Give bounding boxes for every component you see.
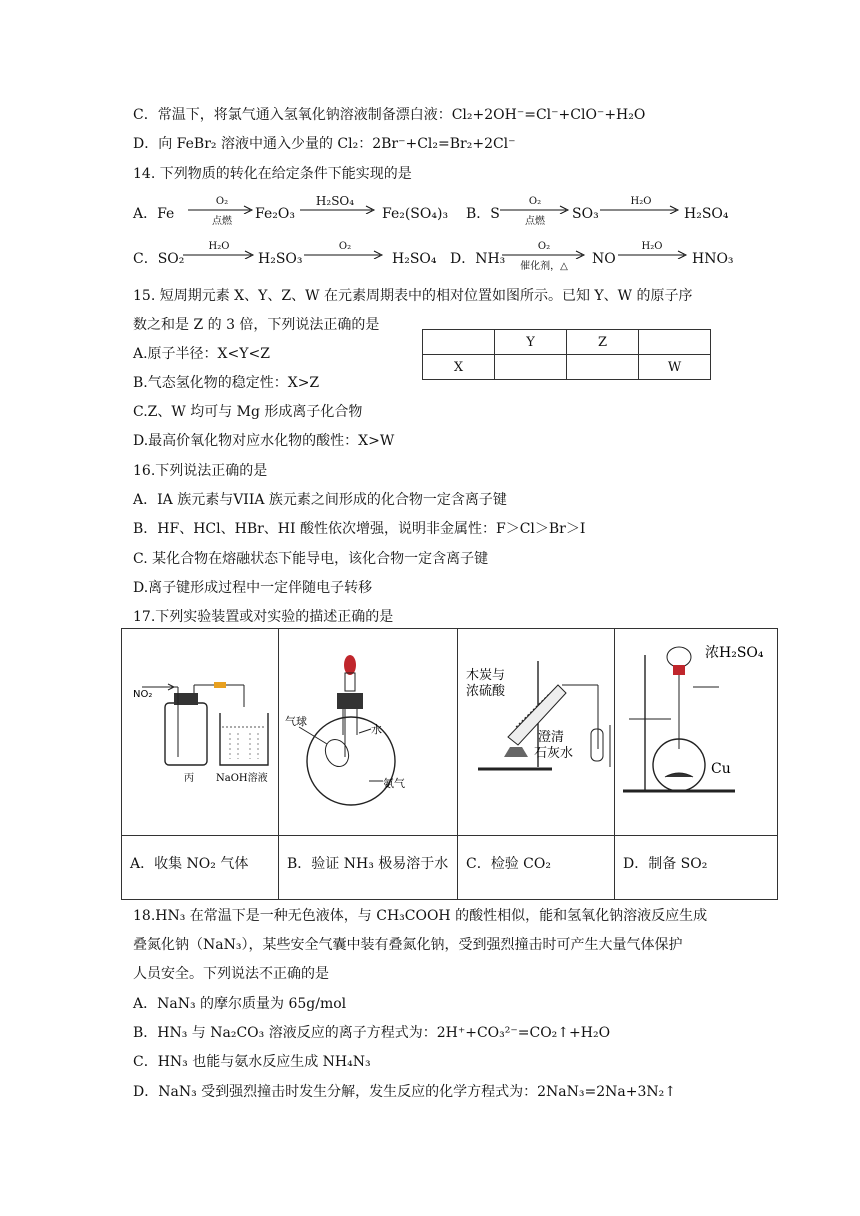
q14a-cond2: H₂SO₄ bbox=[315, 194, 355, 208]
pt-cell bbox=[423, 330, 495, 355]
conc-h2so4-label: 浓H₂SO₄ bbox=[705, 645, 764, 661]
q14d-mid: NO bbox=[592, 251, 616, 267]
q14b-end: H₂SO₄ bbox=[684, 206, 729, 222]
gas-washing-bottles-figure bbox=[122, 629, 278, 835]
q14a-under1: 点燃 bbox=[212, 216, 232, 227]
pt-cell-x: X bbox=[423, 355, 495, 380]
arrow-icon bbox=[304, 249, 384, 259]
periodic-table-fragment bbox=[422, 329, 711, 380]
q14d-cond1: O₂ bbox=[537, 241, 551, 252]
q14c-cond1: H₂O bbox=[208, 241, 230, 252]
water-label: 水 bbox=[371, 723, 382, 736]
caption-a: A．收集 NO₂ 气体 bbox=[130, 856, 249, 872]
cu-label: Cu bbox=[711, 761, 731, 777]
q14b-cond1: O₂ bbox=[528, 196, 542, 207]
q18-stem-1: 18.HN₃ 在常温下是一种无色液体，与 CH₃COOH 的酸性相似，能和氢氧化钠溶液反应生成 bbox=[133, 908, 708, 924]
arrow-icon bbox=[618, 249, 688, 259]
q16-option-d: D.离子键形成过程中一定伴随电子转移 bbox=[133, 580, 373, 596]
q14d-cond2: H₂O bbox=[641, 241, 663, 252]
q18-option-d: D．NaN₃ 受到强烈撞击时发生分解，发生反应的化学方程式为：2NaN₃=2Na+3N₂↑ bbox=[133, 1084, 676, 1100]
q16-option-b: B．HF、HCl、HBr、HI 酸性依次增强，说明非金属性：F＞Cl＞Br＞I bbox=[133, 521, 586, 537]
q15-option-b: B.气态氢化物的稳定性：X>Z bbox=[133, 375, 320, 391]
arrow-icon bbox=[183, 249, 255, 259]
apparatus-table bbox=[121, 628, 778, 900]
ammonia-label: 氨气 bbox=[383, 777, 405, 790]
pt-cell bbox=[495, 355, 567, 380]
acid-label: 浓硫酸 bbox=[466, 684, 506, 699]
charcoal-label: 木炭与 bbox=[466, 668, 506, 683]
q15-stem-2: 数之和是 Z 的 3 倍，下列说法正确的是 bbox=[133, 317, 380, 333]
q13-option-c: C．常温下，将氯气通入氢氧化钠溶液制备漂白液：Cl₂+2OH⁻=Cl⁻+ClO⁻+H₂O bbox=[133, 107, 646, 123]
pt-cell bbox=[567, 355, 639, 380]
q18-option-c: C．HN₃ 也能与氨水反应生成 NH₄N₃ bbox=[133, 1054, 371, 1070]
arrow-icon bbox=[600, 204, 680, 214]
q16-stem: 16.下列说法正确的是 bbox=[133, 463, 268, 479]
q16-option-a: A．IA 族元素与VIIA 族元素之间形成的化合物一定含离子键 bbox=[133, 492, 507, 508]
pt-cell bbox=[639, 330, 711, 355]
q14b-mid: SO₃ bbox=[572, 206, 599, 222]
caption-b: B．验证 NH₃ 极易溶于水 bbox=[287, 856, 449, 872]
q14c-end: H₂SO₄ bbox=[392, 251, 437, 267]
q16-option-c: C. 某化合物在熔融状态下能导电，该化合物一定含离子键 bbox=[133, 551, 489, 567]
arrow-icon bbox=[300, 204, 376, 214]
pt-cell-y: Y bbox=[495, 330, 567, 355]
caption-c: C．检验 CO₂ bbox=[466, 856, 551, 872]
q15-option-c: C.Z、W 均可与 Mg 形成离子化合物 bbox=[133, 404, 363, 420]
q14d-end: HNO₃ bbox=[692, 251, 734, 267]
ammonia-flask-figure bbox=[279, 629, 457, 835]
q13-option-d: D．向 FeBr₂ 溶液中通入少量的 Cl₂：2Br⁻+Cl₂=Br₂+2Cl⁻ bbox=[133, 136, 516, 152]
limewater-label-2: 石灰水 bbox=[534, 746, 574, 761]
caption-divider bbox=[122, 835, 777, 836]
q18-stem-3: 人员安全。下列说法不正确的是 bbox=[133, 966, 329, 982]
no2-label: NO₂ bbox=[133, 689, 153, 700]
pt-cell-w: W bbox=[639, 355, 711, 380]
pt-cell-z: Z bbox=[567, 330, 639, 355]
q14d-label: D．NH₃ bbox=[450, 251, 506, 267]
limewater-label-1: 澄清 bbox=[538, 730, 565, 745]
q14a-cond1: O₂ bbox=[215, 196, 229, 207]
charcoal-acid-figure bbox=[458, 629, 614, 835]
q14a-end: Fe₂(SO₄)₃ bbox=[382, 206, 449, 222]
q14d-under1: 催化剂，△ bbox=[520, 261, 568, 272]
q15-stem-1: 15. 短周期元素 X、Y、Z、W 在元素周期表中的相对位置如图所示。已知 Y、W 的原子序 bbox=[133, 288, 693, 304]
q18-option-a: A．NaN₃ 的摩尔质量为 65g/mol bbox=[133, 996, 347, 1012]
q15-option-d: D.最高价氧化物对应水化物的酸性：X>W bbox=[133, 433, 395, 449]
balloon-label: 气球 bbox=[285, 715, 307, 728]
q14a-mid: Fe₂O₃ bbox=[255, 206, 295, 222]
q14b-under1: 点燃 bbox=[525, 216, 545, 227]
q18-stem-2: 叠氮化钠（NaN₃），某些安全气囊中装有叠氮化钠，受到强烈撞击时可产生大量气体保护 bbox=[133, 937, 683, 953]
q14-stem: 14. 下列物质的转化在给定条件下能实现的是 bbox=[133, 166, 412, 182]
q18-option-b: B．HN₃ 与 Na₂CO₃ 溶液反应的离子方程式为：2H⁺+CO₃²⁻=CO₂↑+H₂O bbox=[133, 1025, 611, 1041]
q17-stem: 17.下列实验装置或对实验的描述正确的是 bbox=[133, 609, 394, 625]
caption-d: D．制备 SO₂ bbox=[623, 856, 708, 872]
q14c-label: C．SO₂ bbox=[133, 251, 185, 267]
naoh-label: NaOH溶液 bbox=[216, 773, 268, 784]
q14b-label: B．S bbox=[466, 206, 500, 222]
q14c-cond2: O₂ bbox=[338, 241, 352, 252]
q14c-mid: H₂SO₃ bbox=[258, 251, 303, 267]
bing-label: 丙 bbox=[184, 773, 194, 784]
q14b-cond2: H₂O bbox=[630, 196, 652, 207]
q15-option-a: A.原子半径：X<Y<Z bbox=[133, 346, 270, 362]
q14a-label: A．Fe bbox=[133, 206, 175, 222]
so2-preparation-figure bbox=[615, 629, 777, 835]
